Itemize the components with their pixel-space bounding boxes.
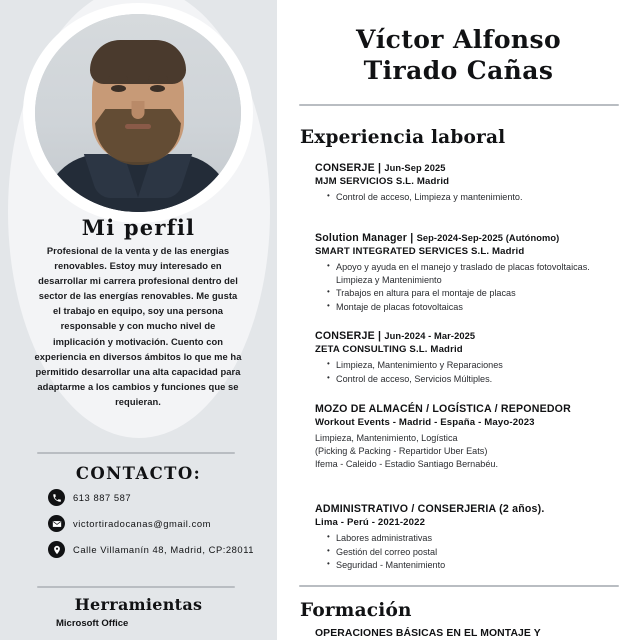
job-dates: Jun-Sep 2025 [384,163,446,173]
tool-item-microsoft-office: Microsoft Office [56,618,129,629]
envelope-icon [48,515,65,532]
photo-eyebrow-right [148,76,168,81]
job-bullets [315,261,625,313]
contact-row-address[interactable] [48,541,268,558]
experience-entry [315,330,625,386]
divider-under-name [299,104,619,106]
education-entry-title: OPERACIONES BÁSICAS EN EL MONTAJE Y [315,628,541,639]
job-dates: Sep-2024-Sep-2025 (Autónomo) [416,233,560,243]
job-bullets [315,532,625,572]
job-role: CONSERJE [315,162,375,174]
name-line-1: Víctor Alfonso [355,25,562,54]
job-separator: | [410,232,414,244]
job-separator: | [378,162,382,174]
page-title [277,24,640,86]
profile-photo [35,14,241,212]
job-plain-line: Limpieza, Mantenimiento, Logística [315,433,458,443]
job-role-line [315,503,625,515]
job-role: CONSERJE [315,330,375,342]
job-role-line [315,162,625,174]
job-role-line [315,330,625,342]
contact-list [48,489,268,567]
section-heading-experience: Experiencia laboral [300,127,506,148]
main-column [277,0,640,640]
contact-email-value: victortiradocanas@gmail.com [73,518,211,529]
job-separator: | [378,330,382,342]
job-role: Solution Manager [315,232,408,244]
avatar [27,7,249,219]
job-company: Workout Events - Madrid - España - Mayo-2023 [315,417,535,428]
section-heading-education: Formación [300,600,412,621]
job-plain-line: Ifema - Caleido - Estadio Santiago Bernabéu. [315,459,498,469]
job-bullet: • Gestión del correo postal [327,546,625,559]
job-company: ZETA CONSULTING S.L. Madrid [315,344,463,355]
contact-row-phone[interactable] [48,489,268,506]
tools-heading: Herramientas [74,595,203,614]
job-dates: Jun-2024 - Mar-2025 [384,331,476,341]
profile-summary-text: Profesional de la venta y de las energias renovables. Estoy muy interesado en desarrollar mi carrera profesional dentro del sector de las energías renovables. Me gusta el trabajo en equipo, soy una persona responsable y con mucho nivel de implicación y motivación. Cuento con experiencia en diversos ámbitos lo que me ha permitido desarrollar una alta capacidad para adaptarme a los cambios y funciones que se requieran. [34,245,242,407]
contact-phone-value: 613 887 587 [73,492,132,503]
job-company: SMART INTEGRATED SERVICES S.L. Madrid [315,246,525,257]
divider-above-education [299,585,619,587]
experience-entry [315,503,625,573]
job-plain-line: (Picking & Packing - Repartidor Uber Eats) [315,446,488,456]
job-bullet: • Apoyo y ayuda en el manejo y traslado de placas fotovoltaicas. Limpieza y Mantenimiento [327,261,625,286]
profile-heading: Mi perfil [81,215,196,240]
job-bullet: • Trabajos en altura para el montaje de placas [327,287,625,300]
experience-entry [315,232,625,314]
divider-contact [37,452,235,454]
job-bullet: • Control de acceso, Servicios Múltiples. [327,373,625,386]
location-pin-icon [48,541,65,558]
job-bullet: • Montaje de placas fotovoltaicas [327,301,625,314]
contact-row-email[interactable] [48,515,268,532]
job-role-line [315,232,625,244]
phone-icon [48,489,65,506]
name-line-2: Tirado Cañas [363,56,554,85]
experience-entry [315,162,625,205]
job-bullet: • Seguridad - Mantenimiento [327,559,625,572]
experience-entry [315,403,625,471]
job-company: MJM SERVICIOS S.L. Madrid [315,176,450,187]
photo-nose [132,101,145,119]
job-bullets [315,191,625,204]
photo-mouth [125,124,151,129]
job-role: MOZO DE ALMACÉN / LOGÍSTICA / REPONEDOR [315,403,571,415]
job-bullet: • Labores administrativas [327,532,625,545]
contact-address-value: Calle Villamanín 48, Madrid, CP:28011 [73,544,255,555]
job-role: ADMINISTRATIVO / CONSERJERIA (2 años). [315,503,545,515]
job-bullet: • Control de acceso, Limpieza y mantenimiento. [327,191,625,204]
photo-hair [90,40,186,84]
job-bullets [315,359,625,385]
sidebar [0,0,277,640]
divider-tools [37,586,235,588]
job-company: Lima - Perú - 2021-2022 [315,517,426,528]
job-bullet: • Limpieza, Mantenimiento y Reparaciones [327,359,625,372]
job-plain-lines [315,432,625,471]
contact-heading: CONTACTO: [75,464,202,483]
photo-eyebrow-left [108,76,128,81]
job-role-line [315,403,625,415]
